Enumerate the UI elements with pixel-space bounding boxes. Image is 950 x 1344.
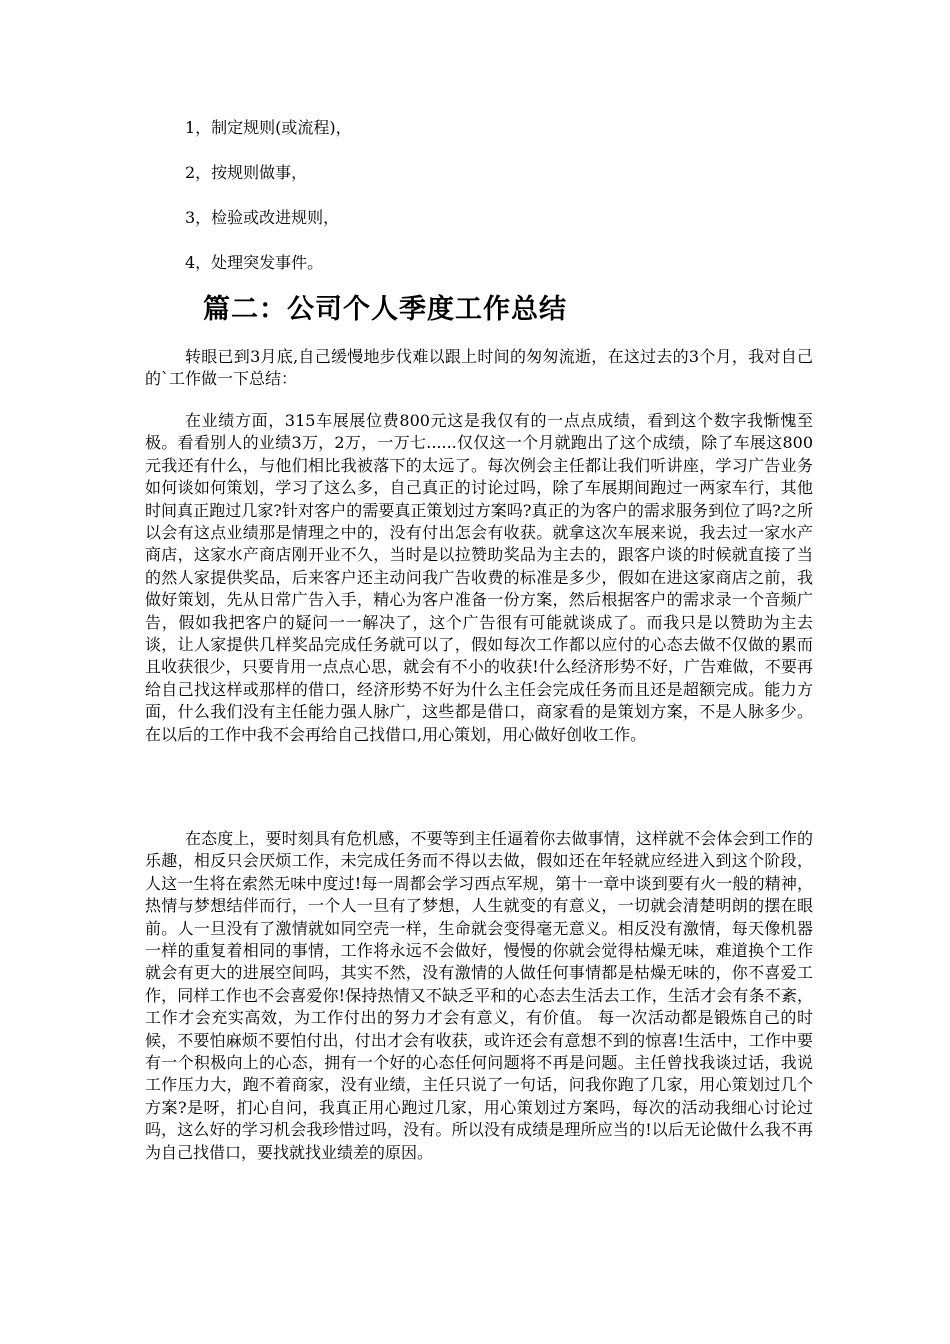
performance-paragraph: 在业绩方面，315车展展位费800元这是我仅有的一点点成绩，看到这个数字我惭愧至极。看看别人的业绩3万，2万，一万七......仅仅这一个月就跑出了这个成绩，除了车展这800元我还有什么，与他们相比我被落下的太远了。每次例会主任都让我们听讲座，学习广告业务如何谈如何策划，学习了这么多，自己真正的讨论过吗，除了车展期间跑过一两家车行，其他时间真正跑过几家?针对客户的需要真正策划过方案吗?真正的为客户的需求服务到位了吗?之所以会有这点业绩那是情理之中的，没有付出怎会有收获。就拿这次车展来说，我去过一家水产商店，这家水产商店刚开业不久，当时是以拉赞助奖品为主去的，跟客户谈的时候就直接了当的然人家提供奖品，后来客户还主动问我广告收费的标准是多少，假如在进这家商店之前，我做好策划，先从日常广告入手，精心为客户准备一份方案，然后根据客户的需求录一个音频广告，假如我把客户的疑问一一解决了，这个广告很有可能就谈成了。而我只是以赞助为主去谈，让人家提供几样奖品完成任务就可以了，假如每次工作都以应付的心态去做不仅做的累而且收获很少，只要肯用一点点心思，就会有不小的收获!什么经济形势不好，广告难做，不要再给自己找这样或那样的借口，经济形势不好为什么主任会完成任务而且还是超额完成。能力方面，什么我们没有主任能力强人脉广，这些都是借口，商家看的是策划方案，不是人脉多少。在以后的工作中我不会再给自己找借口,用心策划，用心做好创收工作。 bbox=[145, 411, 813, 744]
rules-list bbox=[185, 113, 785, 293]
list-item: 3，检验或改进规则， bbox=[185, 208, 340, 227]
intro-paragraph: 转眼已到3月底,自己缓慢地步伐难以跟上时间的匆匆流逝，在这过去的3个月，我对自己的`工作做一下总结： bbox=[145, 347, 813, 389]
list-item: 1，制定规则(或流程)， bbox=[185, 118, 352, 137]
list-item: 4，处理突发事件。 bbox=[185, 253, 324, 272]
section-title: 篇二：公司个人季度工作总结 bbox=[203, 294, 567, 325]
attitude-paragraph: 在态度上，要时刻具有危机感，不要等到主任逼着你去做事情，这样就不会体会到工作的乐趣，相反只会厌烦工作，未完成任务而不得以去做，假如还在年轻就应经进入到这个阶段，人这一生将在索然无味中度过!每一周都会学习西点军规，第十一章中谈到要有火一般的精神，热情与梦想结伴而行，一个人一旦有了梦想，人生就变的有意义，一切就会清楚明朗的摆在眼前。人一旦没有了激情就如同空壳一样，生命就会变得毫无意义。相反没有激情，每天像机器一样的重复着相同的事情，工作将永远不会做好，慢慢的你就会觉得枯燥无味，难道换个工作就会有更大的进展空间吗，其实不然，没有激情的人做任何事情都是枯燥无味的，你不喜爱工作，同样工作也不会喜爱你!保持热情又不缺乏平和的心态去生活去工作，生活才会有条不紊，工作才会充实高效，为工作付出的努力才会有意义，有价值。 每一次活动都是锻炼自己的时候，不要怕麻烦不要怕付出，付出才会有收获，或许还会有意想不到的惊喜!生活中，工作中要有一个积极向上的心态，拥有一个好的心态任何问题将不再是问题。主任曾找我谈过话，我说工作压力大，跑不着商家，没有业绩，主任只说了一句话，问我你跑了几家，用心策划过几个方案?是呀，扪心自问，我真正用心跑过几家，用心策划过方案吗，每次的活动我细心讨论过吗，这么好的学习机会我珍惜过吗，没有。所以没有成绩是理所应当的!以后无论做什么我不再为自己找借口，要找就找业绩差的原因。 bbox=[145, 829, 813, 1162]
list-item: 2，按规则做事， bbox=[185, 163, 308, 182]
